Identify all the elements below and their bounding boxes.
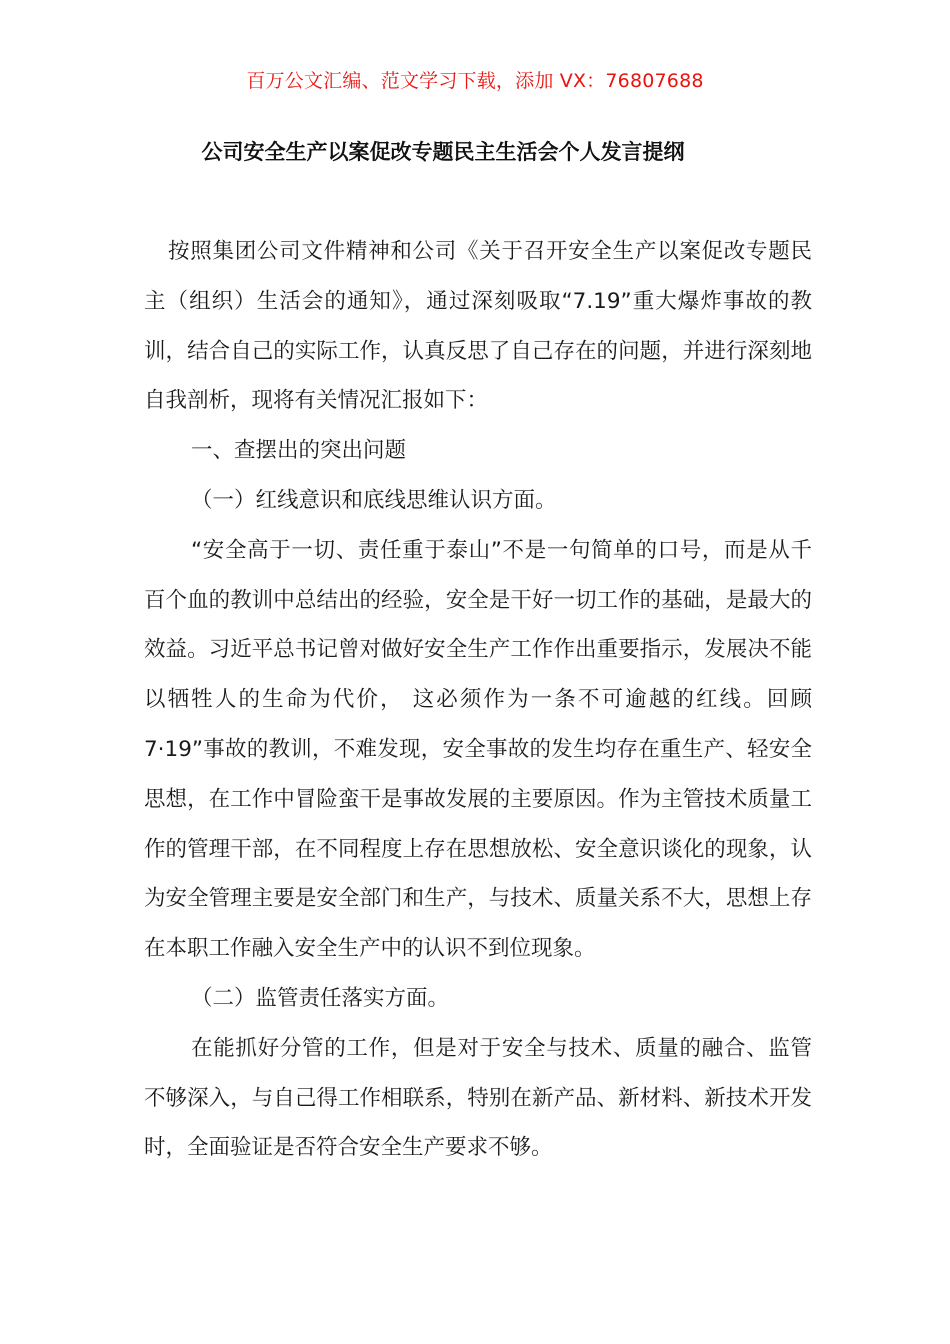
document-title: 公司安全生产以案促改专题民主生活会个人发言提纲 <box>201 140 685 164</box>
section-heading: 一、查摆出的突出问题 <box>191 438 407 464</box>
subsection-heading: （二）监管责任落实方面。 <box>191 985 450 1011</box>
body-paragraph: 在能抓好分管的工作，但是对于安全与技术、质量的融合、监管不够深入，与自己得工作相联系，特别在新产品、新材料、新技术开发时，全面验证是否符合安全生产要求不够。 <box>144 1035 812 1161</box>
body-paragraph: “安全高于一切、责任重于泰山”不是一句简单的口号，而是从千百个血的教训中总结出的经验，安全是干好一切工作的基础，是最大的效益。习近平总书记曾对做好安全生产工作作出重要指示，发展决不能以牺牲人的生命为代价， 这必须作为一条不可逾越的红线。回顾 7·19”事故的教训，不难发现，安全事故的发生均存在重生产、轻安全思想，在工作中冒险蛮干是事故发展的主要原因。作为主管技术质量工作的管理干部，在不同程度上存在思想放松、安全意识谈化的现象，认为安全管理主要是安全部门和生产，与技术、质量关系不大，思想上存在本职工作融入安全生产中的认识不到位现象。 <box>144 537 812 962</box>
header-promo-note: 百万公文汇编、范文学习下载，添加 VX：76807688 <box>246 70 704 92</box>
subsection-heading: （一）红线意识和底线思维认识方面。 <box>191 487 557 513</box>
document-body <box>144 227 812 1173</box>
intro-paragraph: 按照集团公司文件精神和公司《关于召开安全生产以案促改专题民主（组织）生活会的通知》，通过深刻吸取“7.19”重大爆炸事故的教训，结合自己的实际工作，认真反思了自己存在的问题，并进行深刻地自我剖析，现将有关情况汇报如下： <box>144 239 812 414</box>
